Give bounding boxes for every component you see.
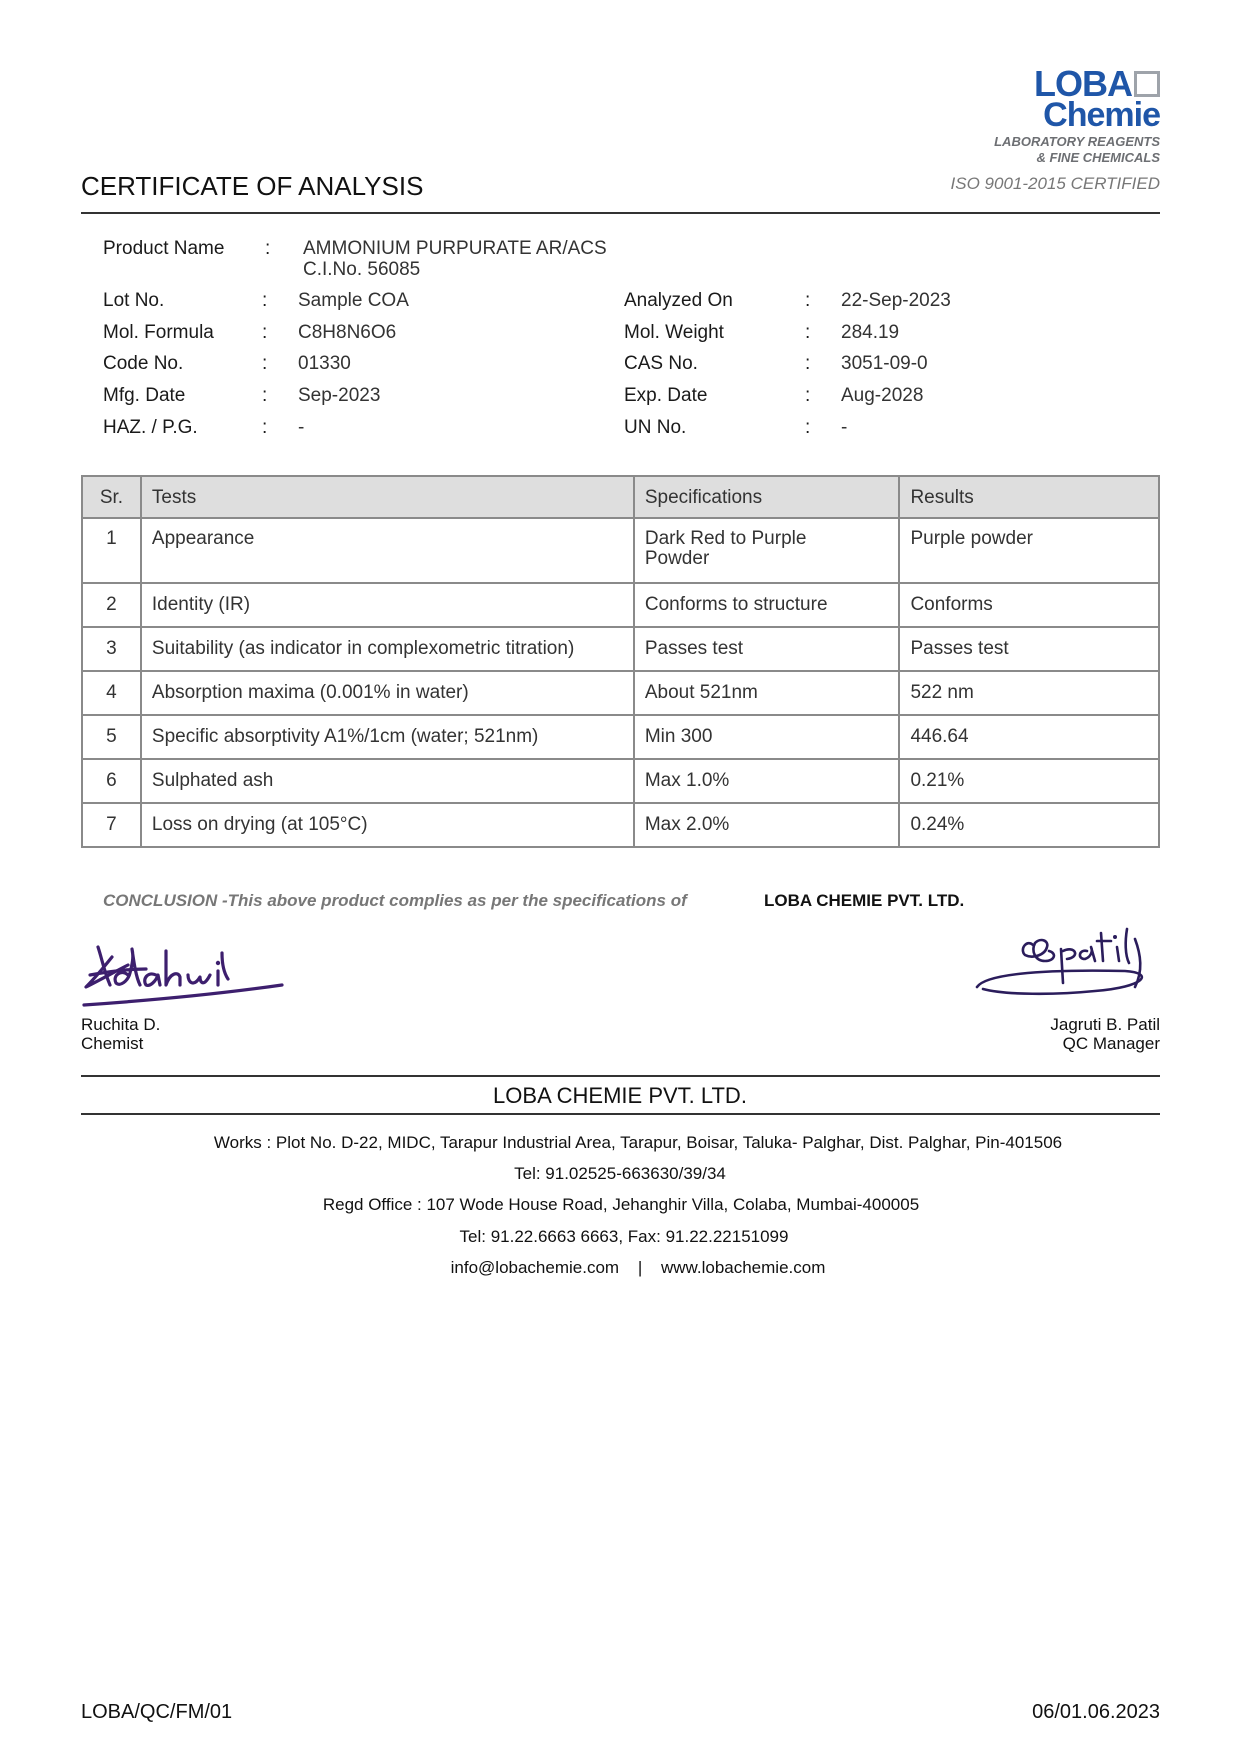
un-no-value: - [841,417,848,438]
cell-result: Purple powder [899,518,1159,583]
qc-manager-signature-image [975,925,1170,1010]
haz-pg-label: HAZ. / P.G. [103,417,198,438]
table-row [82,715,1159,759]
cell-spec-line: Powder [644,548,710,569]
colon: : [262,290,268,311]
header-sr: Sr. [82,476,141,518]
qc-manager-name: Jagruti B. Patil [1050,1015,1160,1034]
qc-manager-title: QC Manager [1062,1034,1160,1053]
chemist-signature-image [82,935,292,1015]
page-title: CERTIFICATE OF ANALYSIS [81,171,424,201]
table-header-row [82,476,1159,518]
cell-spec-line: Dark Red to Purple [644,528,807,549]
chemist-title: Chemist [81,1034,144,1053]
cell-result: Conforms [899,583,1159,627]
lot-no-label: Lot No. [103,290,165,311]
cas-no-label: CAS No. [624,353,698,374]
logo-tagline-1: LABORATORY REAGENTS [994,134,1160,149]
cell-sr: 6 [82,759,141,803]
colon: : [805,322,811,343]
ci-number-value: C.I.No. 56085 [303,259,421,280]
cell-spec: About 521nm [634,671,900,715]
iso-certification: ISO 9001-2015 CERTIFIED [950,174,1160,193]
cell-sr: 4 [82,671,141,715]
cell-result: Passes test [899,627,1159,671]
cell-sr: 5 [82,715,141,759]
colon: : [805,353,811,374]
table-row [82,803,1159,847]
colon: : [805,417,811,438]
table-row [82,583,1159,627]
mfg-date-label: Mfg. Date [103,385,186,406]
form-number: LOBA/QC/FM/01 [81,1701,233,1723]
analyzed-on-value: 22-Sep-2023 [841,290,951,311]
colon: : [265,238,271,259]
code-no-label: Code No. [103,353,184,374]
logo-tagline-2: & FINE CHEMICALS [1036,150,1160,165]
cell-test: Identity (IR) [141,583,634,627]
revision-number: 06/01.06.2023 [1032,1701,1160,1723]
colon: : [805,385,811,406]
cell-sr: 1 [82,518,141,583]
cell-spec: Conforms to structure [634,583,900,627]
colon: : [262,385,268,406]
website-link[interactable]: www.lobachemie.com [660,1258,826,1277]
mol-formula-label: Mol. Formula [103,322,214,343]
cell-spec [634,518,900,583]
registered-office-telephone: Tel: 91.22.6663 6663, Fax: 91.22.22151099 [459,1227,789,1246]
colon: : [805,290,811,311]
lot-no-value: Sample COA [298,290,409,311]
qc-manager-block [1050,1015,1160,1053]
works-address: Works : Plot No. D-22, MIDC, Tarapur Industrial Area, Tarapur, Boisar, Taluka- Palghar, Dist. Palghar, Pin-401506 [213,1133,1063,1152]
conclusion-company: LOBA CHEMIE PVT. LTD. [764,891,965,910]
test-results-table [81,475,1160,848]
company-divider-top [81,1075,1160,1077]
table-row [82,759,1159,803]
colon: : [262,322,268,343]
cell-test: Sulphated ash [141,759,634,803]
un-no-label: UN No. [624,417,687,438]
cell-test: Specific absorptivity A1%/1cm (water; 521nm) [141,715,634,759]
mol-weight-label: Mol. Weight [624,322,724,343]
conclusion-text: CONCLUSION -This above product complies as per the specifications of [103,891,687,910]
table-row [82,627,1159,671]
chemist-name: Ruchita D. [81,1015,161,1034]
company-divider-bottom [81,1113,1160,1115]
cell-spec: Passes test [634,627,900,671]
cell-result: 446.64 [899,715,1159,759]
cell-spec: Max 1.0% [634,759,900,803]
header-tests: Tests [141,476,634,518]
company-logo [960,63,1160,166]
chemist-block [81,1015,160,1053]
email-link[interactable]: info@lobachemie.com [450,1258,620,1277]
cell-test: Appearance [141,518,634,583]
code-no-value: 01330 [298,353,351,374]
cell-result: 0.21% [899,759,1159,803]
cell-sr: 7 [82,803,141,847]
cell-test: Suitability (as indicator in complexometric titration) [141,627,634,671]
logo-text-loba: LOBA [1034,63,1132,104]
mol-weight-value: 284.19 [841,322,900,343]
mfg-date-value: Sep-2023 [298,385,381,406]
colon: : [262,353,268,374]
works-telephone: Tel: 91.02525-663630/39/34 [514,1164,726,1183]
table-row [82,671,1159,715]
cell-sr: 3 [82,627,141,671]
analyzed-on-label: Analyzed On [624,290,733,311]
product-name-value: AMMONIUM PURPURATE AR/ACS [303,238,607,259]
company-name: LOBA CHEMIE PVT. LTD. [493,1083,747,1108]
cas-no-value: 3051-09-0 [841,353,928,374]
colon: : [262,417,268,438]
contact-separator: | [637,1258,643,1277]
cell-result: 0.24% [899,803,1159,847]
registered-office-address: Regd Office : 107 Wode House Road, Jehanghir Villa, Colaba, Mumbai-400005 [322,1195,920,1214]
cell-result: 522 nm [899,671,1159,715]
exp-date-value: Aug-2028 [841,385,924,406]
mol-formula-value: C8H8N6O6 [298,322,397,343]
product-name-label: Product Name [103,238,225,259]
logo-mark-icon [1134,71,1160,97]
cell-spec: Max 2.0% [634,803,900,847]
haz-pg-value: - [298,417,305,438]
table-row [82,518,1159,583]
cell-sr: 2 [82,583,141,627]
header-specifications: Specifications [634,476,900,518]
header-results: Results [899,476,1159,518]
header-divider [81,212,1160,214]
exp-date-label: Exp. Date [624,385,708,406]
cell-test: Absorption maxima (0.001% in water) [141,671,634,715]
logo-text-chemie: Chemie [1043,96,1160,134]
contact-line [0,1258,1240,1278]
cell-test: Loss on drying (at 105°C) [141,803,634,847]
cell-spec: Min 300 [634,715,900,759]
